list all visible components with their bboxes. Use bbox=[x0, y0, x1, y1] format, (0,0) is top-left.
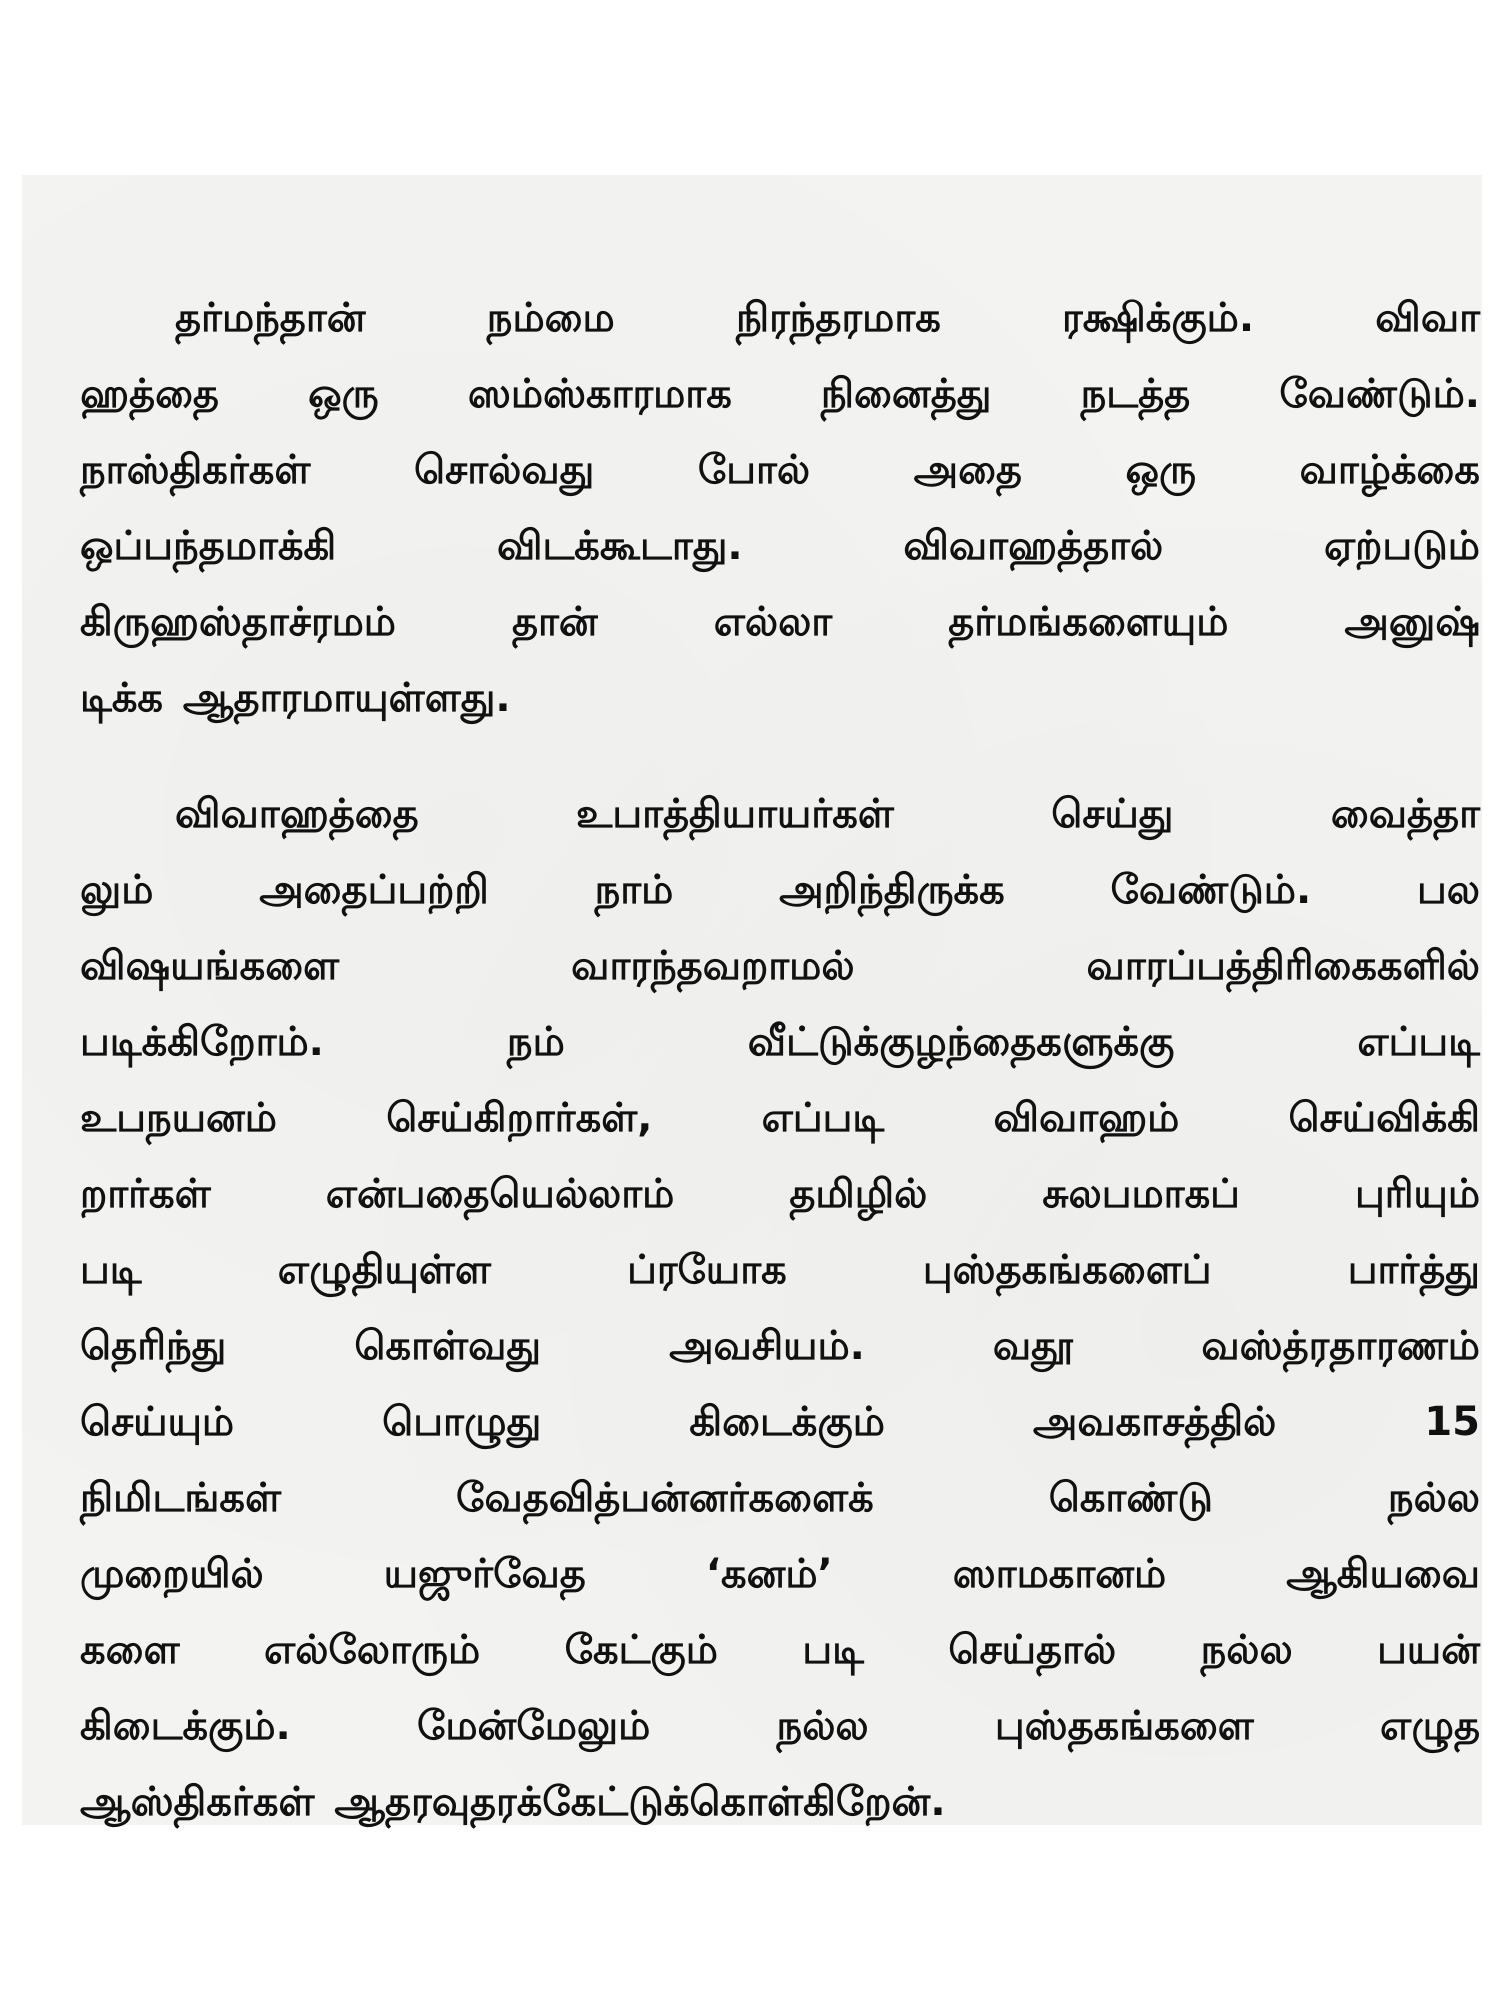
text-line: ஒப்பந்தமாக்கி விடக்கூடாது. விவாஹத்தால் ஏற்படும் bbox=[80, 523, 1480, 569]
text-line: டிக்க ஆதாரமாயுள்ளது. bbox=[80, 675, 511, 721]
book-page bbox=[22, 175, 1482, 1825]
text-line: விவாஹத்தை உபாத்தியாயர்கள் செய்து வைத்தா bbox=[175, 791, 1480, 837]
text-line: முறையில் யஜுர்வேத ‘கனம்’ ஸாமகானம் ஆகியவை bbox=[80, 1551, 1480, 1597]
text-line: களை எல்லோரும் கேட்கும் படி செய்தால் நல்ல பயன் bbox=[80, 1627, 1480, 1673]
text-line: றார்கள் என்பதையெல்லாம் தமிழில் சுலபமாகப் புரியும் bbox=[80, 1171, 1480, 1217]
text-line: ஆஸ்திகர்கள் ஆதரவுதரக்கேட்டுக்கொள்கிறேன். bbox=[80, 1779, 946, 1825]
paragraph-gap bbox=[80, 736, 1480, 776]
page-text bbox=[80, 280, 1480, 1840]
text-line: தர்மந்தான் நம்மை நிரந்தரமாக ரக்ஷிக்கும். விவா bbox=[175, 295, 1480, 341]
text-line: கிருஹஸ்தாச்ரமம் தான் எல்லா தர்மங்களையும் அனுஷ் bbox=[80, 599, 1480, 645]
text-line: படிக்கிறோம். நம் வீட்டுக்குழந்தைகளுக்கு எப்படி bbox=[80, 1019, 1480, 1065]
text-line: படி எழுதியுள்ள ப்ரயோக புஸ்தகங்களைப் பார்த்து bbox=[80, 1247, 1480, 1293]
text-line: விஷயங்களை வாரந்தவறாமல் வாரப்பத்திரிகைகளில் bbox=[80, 943, 1480, 989]
text-line: செய்யும் பொழுது கிடைக்கும் அவகாசத்தில் 15 bbox=[80, 1399, 1480, 1445]
text-line: உபநயனம் செய்கிறார்கள், எப்படி விவாஹம் செய்விக்கி bbox=[80, 1095, 1480, 1141]
text-line: தெரிந்து கொள்வது அவசியம். வதூ வஸ்த்ரதாரணம் bbox=[80, 1323, 1480, 1369]
text-line: ஹத்தை ஒரு ஸம்ஸ்காரமாக நினைத்து நடத்த வேண்டும். bbox=[80, 371, 1480, 417]
text-line: நிமிடங்கள் வேதவித்பன்னர்களைக் கொண்டு நல்ல bbox=[80, 1475, 1480, 1521]
text-line: லும் அதைப்பற்றி நாம் அறிந்திருக்க வேண்டும். பல bbox=[80, 867, 1480, 913]
text-line: நாஸ்திகர்கள் சொல்வது போல் அதை ஒரு வாழ்க்கை bbox=[80, 447, 1480, 493]
text-line: கிடைக்கும். மேன்மேலும் நல்ல புஸ்தகங்களை எழுத bbox=[80, 1703, 1480, 1749]
